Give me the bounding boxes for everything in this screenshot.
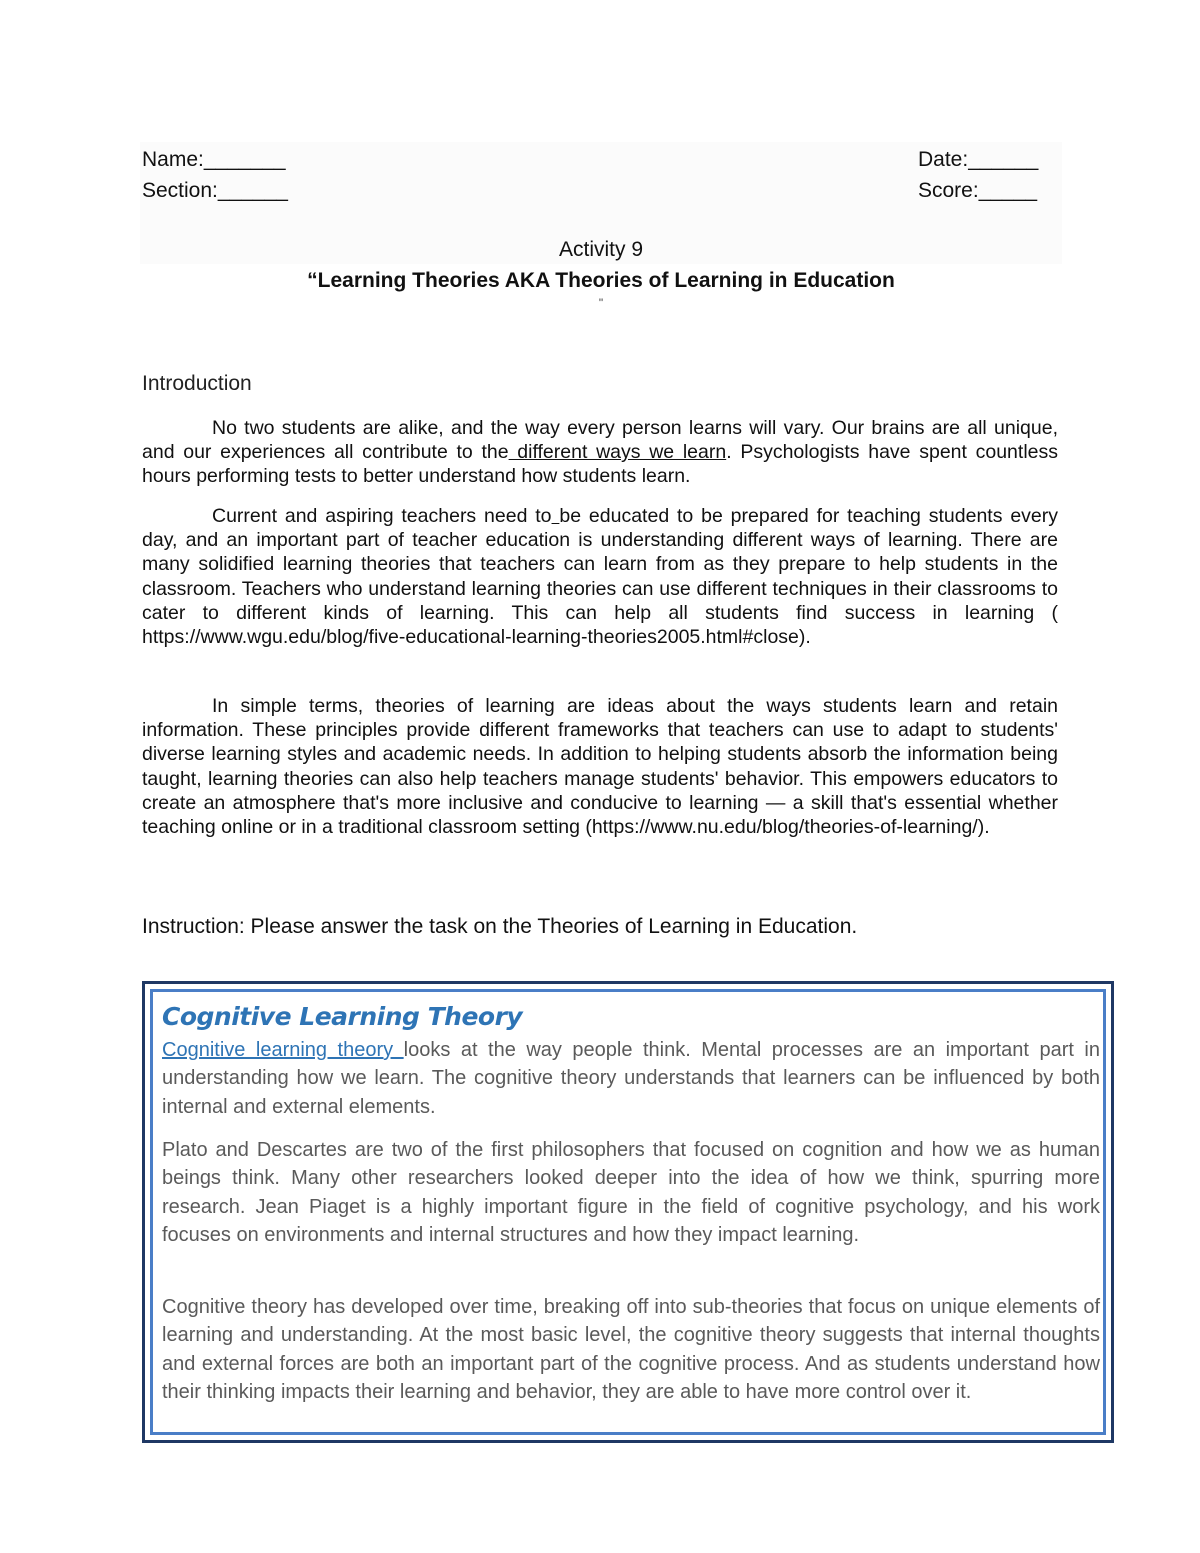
intro-paragraph-1 (142, 416, 1058, 489)
intro-p1-text-b: . Psychologists have spent countless hours performing tests to better understand how students learn. (142, 441, 1058, 488)
intro-p2-text-a: Current and aspiring teachers need to (212, 505, 552, 527)
section-field: Section:______ (142, 179, 288, 202)
activity-label: Activity 9 (558, 238, 644, 261)
different-ways-link[interactable]: different ways we learn (508, 441, 727, 464)
score-field: Score:_____ (918, 179, 1038, 202)
box-paragraph-2: Plato and Descartes are two of the first philosophers that focused on cognition and how we as human beings think. Many other researchers looked deeper into the idea of how we think, spurring more research. Jean Piaget is a highly important figure in the field of cognitive psychology, and his work focuses on environments and internal structures and how they impact learning. (162, 1139, 1100, 1246)
intro-paragraph-2 (142, 504, 1058, 649)
cognitive-learning-theory-link[interactable]: Cognitive learning theory (162, 1039, 404, 1061)
intro-paragraph-3: In simple terms, theories of learning are ideas about the ways students learn and retain information. These principles provide different frameworks that teachers can use to adapt to students' diverse learning styles and academic needs. In addition to helping students absorb the information being taught, learning theories can also help teachers manage students' behavior. This empowers educators to create an atmosphere that's more inclusive and conducive to learning — a skill that's essential whether teaching online or in a traditional classroom setting (https://www.nu.edu/blog/theories-of-learning/). (142, 695, 1058, 839)
date-field: Date:______ (918, 148, 1039, 171)
box-paragraph-1 (162, 1036, 1100, 1121)
name-field: Name:_______ (142, 148, 286, 171)
page-title: “Learning Theories AKA Theories of Learning in Education (307, 269, 895, 292)
cognitive-theory-box (142, 981, 1114, 1443)
intro-p2-text-b: be educated to be prepared for teaching students every day, and an important part of teacher education is understanding different ways of learning. There are many solidified learning theories that teachers can learn from as they prepare to help students in the classroom. Teachers who understand learning theories can use different techniques in their classrooms to cater to different kinds of learning. This can help all students find success in learning ( https://www.wgu.edu/blog/five-educational-learning-theories2005.html#close). (142, 505, 1058, 649)
instruction-text: Instruction: Please answer the task on the Theories of Learning in Education. (142, 915, 858, 938)
introduction-heading: Introduction (142, 372, 252, 395)
intro-p1-text-a: No two students are alike, and the way every person learns will vary. Our brains are all unique, and our experiences all contribute to the (142, 417, 1058, 464)
box-paragraph-3: Cognitive theory has developed over time, breaking off into sub-theories that focus on unique elements of learning and understanding. At the most basic level, the cognitive theory suggests that internal thoughts and external forces are both an important part of the cognitive process. And as students understand how their thinking impacts their learning and behavior, they are able to have more control over it. (162, 1296, 1100, 1403)
cognitive-theory-box-inner (150, 989, 1106, 1435)
box-title: Cognitive Learning Theory (162, 1002, 523, 1031)
title-closing-mark: " (598, 296, 604, 310)
box-p1-text: looks at the way people think. Mental processes are an important part in understanding how we learn. The cognitive theory understands that learners can be influenced by both internal and external elements. (162, 1039, 1101, 1118)
